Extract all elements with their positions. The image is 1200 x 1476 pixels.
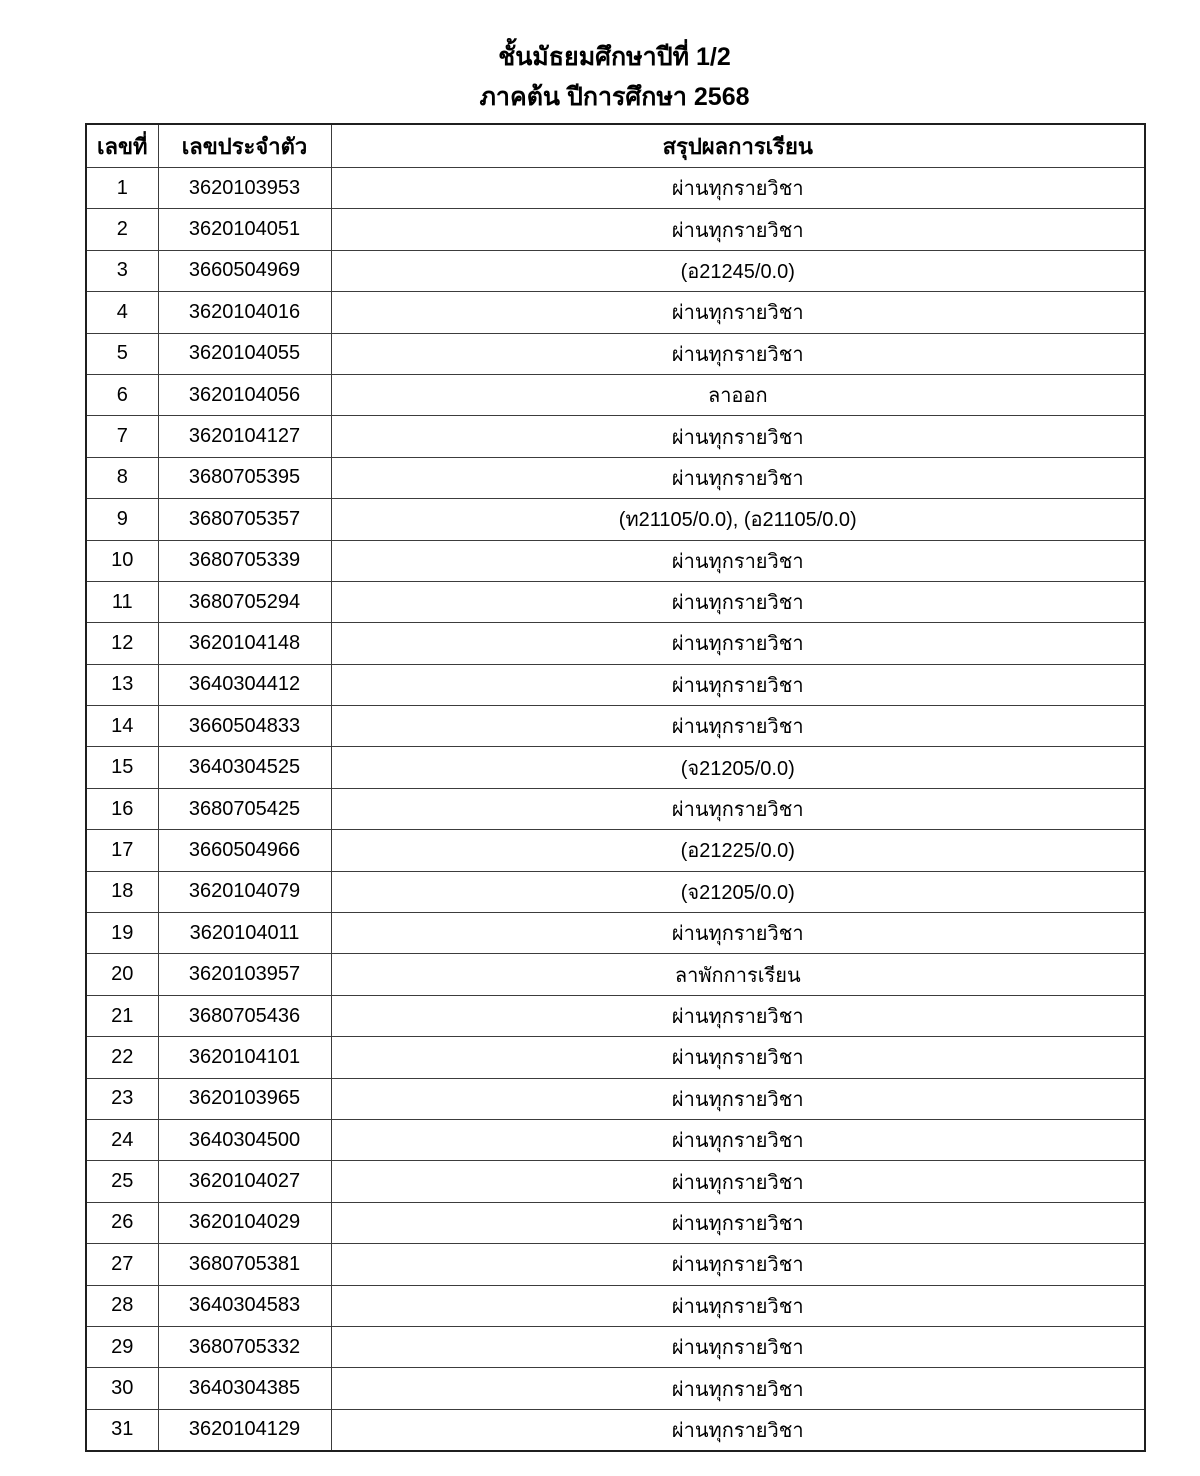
result-cell: ผ่านทุกรายวิชา xyxy=(331,581,1145,622)
result-cell: ผ่านทุกรายวิชา xyxy=(331,540,1145,581)
table-row xyxy=(86,1326,1145,1367)
result-cell: ผ่านทุกรายวิชา xyxy=(331,788,1145,829)
student-id-cell: 3620104127 xyxy=(158,416,331,457)
table-row xyxy=(86,706,1145,747)
result-cell: (จ21205/0.0) xyxy=(331,871,1145,912)
student-id-cell: 3680705381 xyxy=(158,1244,331,1285)
table-row xyxy=(86,1161,1145,1202)
result-cell: ผ่านทุกรายวิชา xyxy=(331,913,1145,954)
student-id-cell: 3620104129 xyxy=(158,1409,331,1451)
table-row xyxy=(86,871,1145,912)
student-id-cell: 3660504969 xyxy=(158,250,331,291)
student-id-cell: 3640304583 xyxy=(158,1285,331,1326)
student-id-cell: 3620103953 xyxy=(158,168,331,209)
table-row xyxy=(86,788,1145,829)
row-number-cell: 3 xyxy=(86,250,158,291)
student-id-cell: 3680705436 xyxy=(158,995,331,1036)
result-cell: ผ่านทุกรายวิชา xyxy=(331,333,1145,374)
student-id-cell: 3680705357 xyxy=(158,499,331,540)
table-row xyxy=(86,1244,1145,1285)
student-id-cell: 3620104079 xyxy=(158,871,331,912)
student-id-cell: 3640304525 xyxy=(158,747,331,788)
student-id-cell: 3680705395 xyxy=(158,457,331,498)
table-row xyxy=(86,830,1145,871)
table-row xyxy=(86,995,1145,1036)
row-number-cell: 12 xyxy=(86,623,158,664)
table-row xyxy=(86,209,1145,250)
table-row xyxy=(86,540,1145,581)
table-row xyxy=(86,333,1145,374)
result-cell: ผ่านทุกรายวิชา xyxy=(331,1119,1145,1160)
row-number-cell: 30 xyxy=(86,1368,158,1409)
result-cell: (จ21205/0.0) xyxy=(331,747,1145,788)
table-row xyxy=(86,1119,1145,1160)
row-number-cell: 26 xyxy=(86,1202,158,1243)
table-row xyxy=(86,954,1145,995)
row-number-cell: 21 xyxy=(86,995,158,1036)
student-id-cell: 3620104056 xyxy=(158,374,331,415)
row-number-cell: 19 xyxy=(86,913,158,954)
table-row xyxy=(86,1037,1145,1078)
row-number-cell: 6 xyxy=(86,374,158,415)
row-number-cell: 8 xyxy=(86,457,158,498)
table-row xyxy=(86,664,1145,705)
row-number-cell: 20 xyxy=(86,954,158,995)
result-cell: ผ่านทุกรายวิชา xyxy=(331,416,1145,457)
table-row xyxy=(86,623,1145,664)
student-id-cell: 3620103965 xyxy=(158,1078,331,1119)
column-header-student-id: เลขประจำตัว xyxy=(158,124,331,168)
table-row xyxy=(86,374,1145,415)
row-number-cell: 13 xyxy=(86,664,158,705)
result-cell: (อ21245/0.0) xyxy=(331,250,1145,291)
page-subtitle: ภาคต้น ปีการศึกษา 2568 xyxy=(479,83,750,111)
row-number-cell: 22 xyxy=(86,1037,158,1078)
result-cell: ผ่านทุกรายวิชา xyxy=(331,457,1145,498)
table-row xyxy=(86,292,1145,333)
row-number-cell: 15 xyxy=(86,747,158,788)
row-number-cell: 16 xyxy=(86,788,158,829)
student-id-cell: 3620104051 xyxy=(158,209,331,250)
result-cell: (อ21225/0.0) xyxy=(331,830,1145,871)
result-cell: ผ่านทุกรายวิชา xyxy=(331,209,1145,250)
student-id-cell: 3620104055 xyxy=(158,333,331,374)
row-number-cell: 11 xyxy=(86,581,158,622)
student-id-cell: 3640304500 xyxy=(158,1119,331,1160)
table-row xyxy=(86,913,1145,954)
table-row xyxy=(86,581,1145,622)
results-table xyxy=(85,123,1146,1452)
result-cell: ผ่านทุกรายวิชา xyxy=(331,1409,1145,1451)
table-body xyxy=(86,168,1145,1452)
result-cell: ผ่านทุกรายวิชา xyxy=(331,1202,1145,1243)
row-number-cell: 14 xyxy=(86,706,158,747)
result-cell: ผ่านทุกรายวิชา xyxy=(331,1285,1145,1326)
row-number-cell: 23 xyxy=(86,1078,158,1119)
table-row xyxy=(86,1078,1145,1119)
student-id-cell: 3620104029 xyxy=(158,1202,331,1243)
page-title: ชั้นมัธยมศึกษาปีที่ 1/2 xyxy=(498,43,731,71)
table-row xyxy=(86,1409,1145,1451)
table-row xyxy=(86,1202,1145,1243)
student-id-cell: 3620103957 xyxy=(158,954,331,995)
column-header-result-summary: สรุปผลการเรียน xyxy=(331,124,1145,168)
document-header xyxy=(85,40,1144,114)
row-number-cell: 31 xyxy=(86,1409,158,1451)
result-cell: (ท21105/0.0), (อ21105/0.0) xyxy=(331,499,1145,540)
result-cell: ผ่านทุกรายวิชา xyxy=(331,168,1145,209)
row-number-cell: 29 xyxy=(86,1326,158,1367)
student-id-cell: 3620104101 xyxy=(158,1037,331,1078)
result-cell: ผ่านทุกรายวิชา xyxy=(331,1244,1145,1285)
student-id-cell: 3640304412 xyxy=(158,664,331,705)
table-row xyxy=(86,1285,1145,1326)
result-cell: ผ่านทุกรายวิชา xyxy=(331,1326,1145,1367)
result-cell: ผ่านทุกรายวิชา xyxy=(331,995,1145,1036)
row-number-cell: 28 xyxy=(86,1285,158,1326)
student-id-cell: 3680705425 xyxy=(158,788,331,829)
student-id-cell: 3620104148 xyxy=(158,623,331,664)
student-id-cell: 3680705339 xyxy=(158,540,331,581)
table-row xyxy=(86,250,1145,291)
result-cell: ผ่านทุกรายวิชา xyxy=(331,1161,1145,1202)
student-id-cell: 3660504833 xyxy=(158,706,331,747)
row-number-cell: 25 xyxy=(86,1161,158,1202)
row-number-cell: 27 xyxy=(86,1244,158,1285)
row-number-cell: 5 xyxy=(86,333,158,374)
table-row xyxy=(86,499,1145,540)
result-cell: ผ่านทุกรายวิชา xyxy=(331,292,1145,333)
table-row xyxy=(86,457,1145,498)
row-number-cell: 7 xyxy=(86,416,158,457)
table-row xyxy=(86,1368,1145,1409)
result-cell: ผ่านทุกรายวิชา xyxy=(331,1078,1145,1119)
table-row xyxy=(86,168,1145,209)
row-number-cell: 1 xyxy=(86,168,158,209)
row-number-cell: 4 xyxy=(86,292,158,333)
student-id-cell: 3620104011 xyxy=(158,913,331,954)
row-number-cell: 18 xyxy=(86,871,158,912)
table-header xyxy=(86,124,1145,168)
result-cell: ลาออก xyxy=(331,374,1145,415)
row-number-cell: 10 xyxy=(86,540,158,581)
row-number-cell: 17 xyxy=(86,830,158,871)
table-header-row xyxy=(86,124,1145,168)
student-id-cell: 3660504966 xyxy=(158,830,331,871)
student-id-cell: 3620104027 xyxy=(158,1161,331,1202)
student-id-cell: 3680705294 xyxy=(158,581,331,622)
result-cell: ผ่านทุกรายวิชา xyxy=(331,1037,1145,1078)
student-id-cell: 3640304385 xyxy=(158,1368,331,1409)
row-number-cell: 9 xyxy=(86,499,158,540)
result-cell: ผ่านทุกรายวิชา xyxy=(331,664,1145,705)
student-id-cell: 3620104016 xyxy=(158,292,331,333)
row-number-cell: 2 xyxy=(86,209,158,250)
row-number-cell: 24 xyxy=(86,1119,158,1160)
result-cell: ผ่านทุกรายวิชา xyxy=(331,706,1145,747)
table-row xyxy=(86,416,1145,457)
result-cell: ลาพักการเรียน xyxy=(331,954,1145,995)
table-row xyxy=(86,747,1145,788)
result-cell: ผ่านทุกรายวิชา xyxy=(331,623,1145,664)
student-id-cell: 3680705332 xyxy=(158,1326,331,1367)
column-header-number: เลขที่ xyxy=(86,124,158,168)
result-cell: ผ่านทุกรายวิชา xyxy=(331,1368,1145,1409)
